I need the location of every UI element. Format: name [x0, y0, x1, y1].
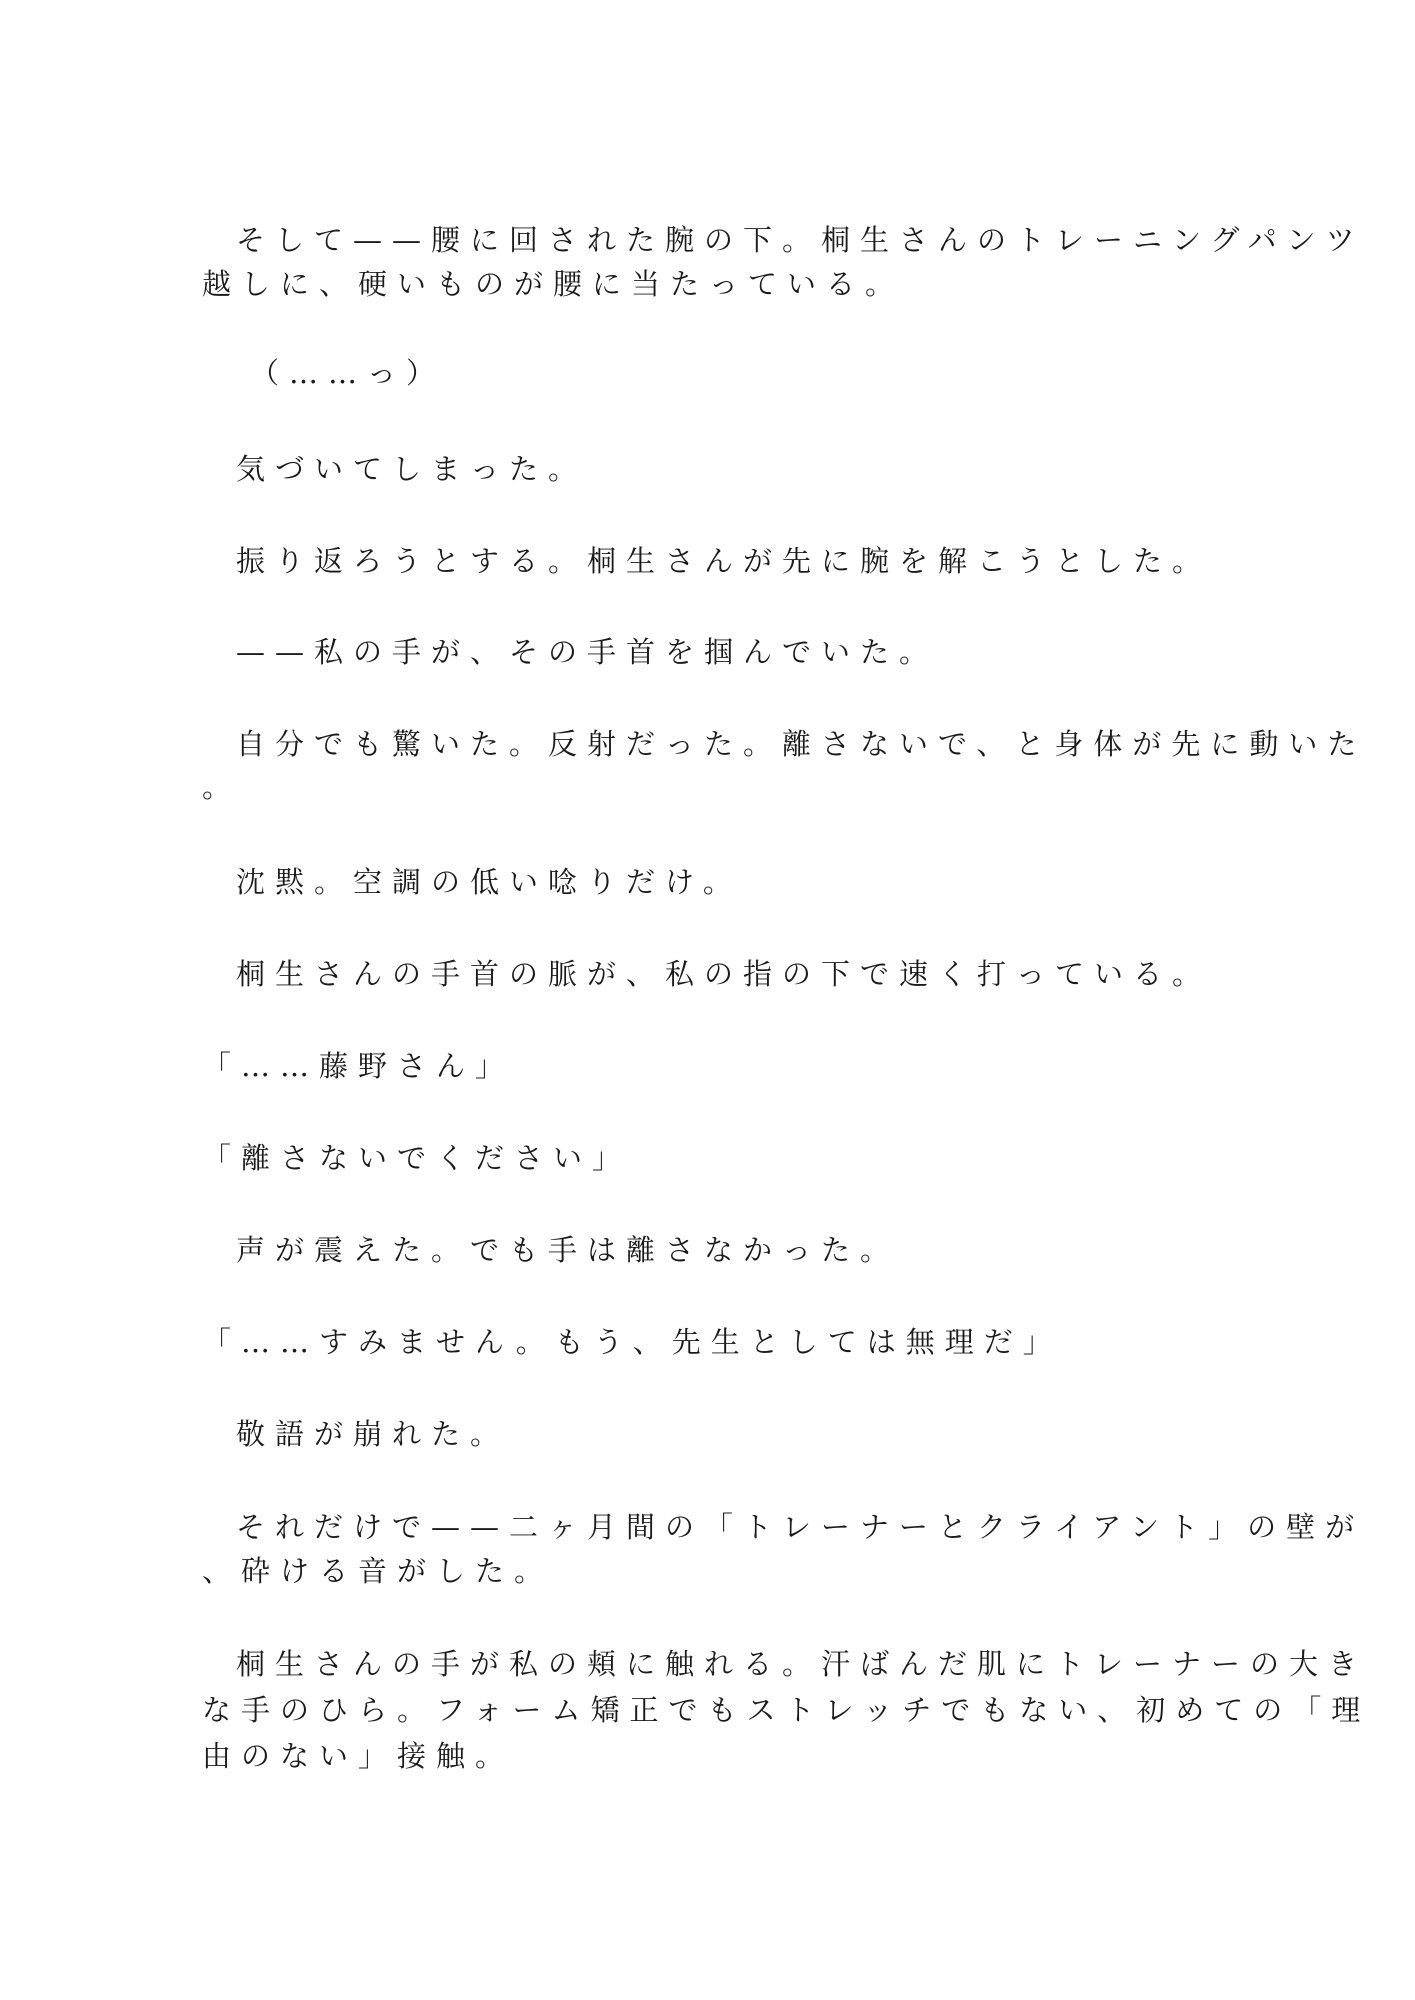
text-line: 「……藤野さん」: [202, 1049, 515, 1083]
text-line: 「……すみません。もう、先生としては無理だ」: [202, 1325, 1062, 1359]
text-line: な手のひら。フォーム矯正でもストレッチでもない、初めての「理: [202, 1693, 1371, 1727]
text-line: 敬語が崩れた。: [236, 1417, 510, 1451]
text-line: 。: [202, 770, 242, 804]
text-line: 気づいてしまった。: [236, 452, 588, 486]
text-line: 自分でも驚いた。反射だった。離さないで、と身体が先に動いた: [236, 727, 1367, 761]
text-line: 「離さないでください」: [202, 1141, 632, 1175]
text-line: そして——腰に回された腕の下。桐生さんのトレーニングパンツ: [236, 223, 1365, 257]
text-line: 振り返ろうとする。桐生さんが先に腕を解こうとした。: [236, 544, 1212, 578]
text-line: 沈黙。空調の低い唸りだけ。: [236, 865, 742, 899]
text-line: ——私の手が、その手首を掴んでいた。: [236, 635, 939, 669]
text-line: 由のない」接触。: [202, 1739, 515, 1773]
text-line: 桐生さんの手首の脈が、私の指の下で速く打っている。: [236, 957, 1212, 991]
text-line: （……っ）: [250, 356, 446, 390]
text-line: それだけで——二ヶ月間の「トレーナーとクライアント」の壁が: [236, 1510, 1365, 1544]
text-line: 越しに、硬いものが腰に当たっている。: [202, 267, 905, 301]
text-line: 、砕ける音がした。: [202, 1554, 554, 1588]
text-line: 声が震えた。でも手は離さなかった。: [236, 1233, 900, 1267]
text-line: 桐生さんの手が私の頬に触れる。汗ばんだ肌にトレーナーの大き: [236, 1647, 1368, 1681]
